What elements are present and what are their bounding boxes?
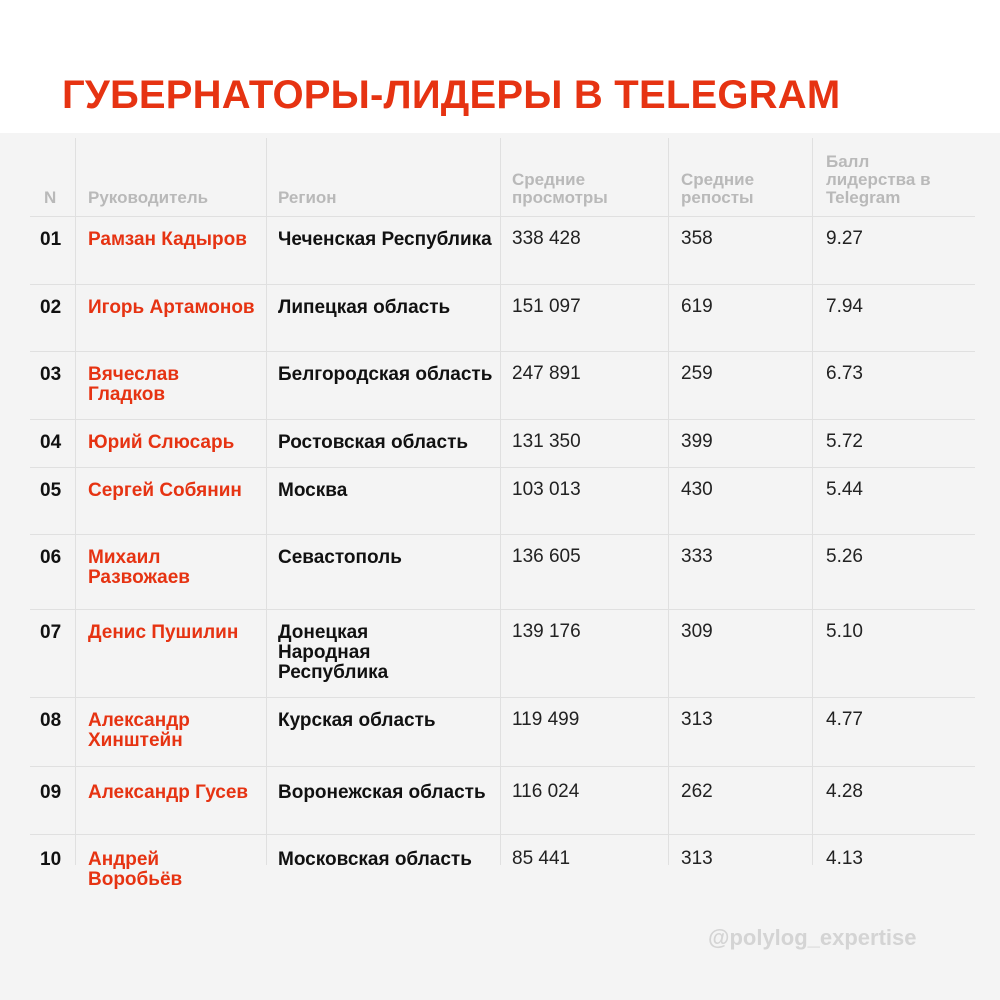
leadership-score: 4.77 — [826, 709, 863, 730]
avg-reposts: 430 — [681, 479, 713, 500]
region-name: Чеченская Республика — [278, 229, 492, 250]
avg-views: 136 605 — [512, 546, 581, 567]
header-leader: Руководитель — [88, 188, 209, 207]
row-number: 04 — [40, 432, 62, 453]
leader-name: Денис Пушилин — [88, 622, 239, 643]
row-number: 03 — [40, 364, 62, 385]
row-number: 07 — [40, 622, 62, 643]
avg-reposts: 262 — [681, 781, 713, 802]
leadership-score: 9.27 — [826, 228, 863, 249]
page-title: ГУБЕРНАТОРЫ-ЛИДЕРЫ В TELEGRAM — [62, 73, 841, 117]
avg-views: 119 499 — [512, 709, 580, 730]
row-number: 05 — [40, 480, 62, 501]
leadership-score: 4.28 — [826, 781, 863, 802]
region-name: Липецкая область — [278, 297, 451, 318]
leader-name: Александр Хинштейн — [88, 710, 190, 751]
row-number: 02 — [40, 297, 62, 318]
row-number: 10 — [40, 849, 62, 870]
region-name: Белгородская область — [278, 364, 493, 385]
leadership-score: 5.44 — [826, 479, 863, 500]
avg-views: 151 097 — [512, 296, 581, 317]
leadership-score: 6.73 — [826, 363, 863, 384]
row-divider — [30, 419, 975, 420]
avg-reposts: 333 — [681, 546, 713, 567]
avg-reposts: 399 — [681, 431, 713, 452]
column-divider — [75, 138, 76, 865]
region-name: Москва — [278, 480, 348, 501]
row-number: 08 — [40, 710, 62, 731]
region-name: Московская область — [278, 849, 472, 870]
avg-reposts: 313 — [681, 848, 713, 869]
header-score: Балл лидерства в Telegram — [826, 152, 931, 207]
row-divider — [30, 834, 975, 835]
avg-reposts: 313 — [681, 709, 713, 730]
avg-views: 139 176 — [512, 621, 581, 642]
row-divider — [30, 351, 975, 352]
header-n: N — [44, 188, 57, 207]
avg-reposts: 358 — [681, 228, 713, 249]
region-name: Севастополь — [278, 547, 402, 568]
column-divider — [500, 138, 501, 865]
avg-reposts: 309 — [681, 621, 713, 642]
source-handle: @polylog_expertise — [708, 925, 917, 950]
row-divider — [30, 534, 975, 535]
leader-name: Юрий Слюсарь — [88, 432, 235, 453]
leader-name: Игорь Артамонов — [88, 297, 255, 318]
row-number: 06 — [40, 547, 62, 568]
leadership-score: 4.13 — [826, 848, 863, 869]
avg-reposts: 619 — [681, 296, 713, 317]
row-divider — [30, 216, 975, 217]
region-name: Донецкая Народная Республика — [278, 622, 389, 683]
region-name: Курская область — [278, 710, 436, 731]
leadership-score: 5.10 — [826, 621, 863, 642]
column-divider — [812, 138, 813, 865]
leadership-score: 5.72 — [826, 431, 863, 452]
header-region: Регион — [278, 188, 337, 207]
avg-views: 338 428 — [512, 228, 581, 249]
header-reposts: Средние репосты — [681, 170, 755, 207]
leader-name: Рамзан Кадыров — [88, 229, 247, 250]
row-divider — [30, 766, 975, 767]
leader-name: Андрей Воробьёв — [88, 849, 183, 890]
avg-views: 116 024 — [512, 781, 580, 802]
row-divider — [30, 609, 975, 610]
avg-views: 103 013 — [512, 479, 581, 500]
avg-views: 247 891 — [512, 363, 581, 384]
header-views: Средние просмотры — [512, 170, 608, 207]
row-divider — [30, 284, 975, 285]
leadership-score: 5.26 — [826, 546, 863, 567]
avg-views: 85 441 — [512, 848, 571, 869]
leader-name: Сергей Собянин — [88, 480, 242, 501]
region-name: Ростовская область — [278, 432, 469, 453]
row-number: 01 — [40, 229, 62, 250]
avg-views: 131 350 — [512, 431, 581, 452]
leader-name: Вячеслав Гладков — [88, 364, 180, 405]
avg-reposts: 259 — [681, 363, 713, 384]
row-divider — [30, 697, 975, 698]
row-number: 09 — [40, 782, 62, 803]
region-name: Воронежская область — [278, 782, 486, 803]
column-divider — [668, 138, 669, 865]
leadership-score: 7.94 — [826, 296, 863, 317]
leader-name: Александр Гусев — [88, 782, 249, 803]
leader-name: Михаил Развожаев — [88, 547, 190, 588]
column-divider — [266, 138, 267, 865]
row-divider — [30, 467, 975, 468]
